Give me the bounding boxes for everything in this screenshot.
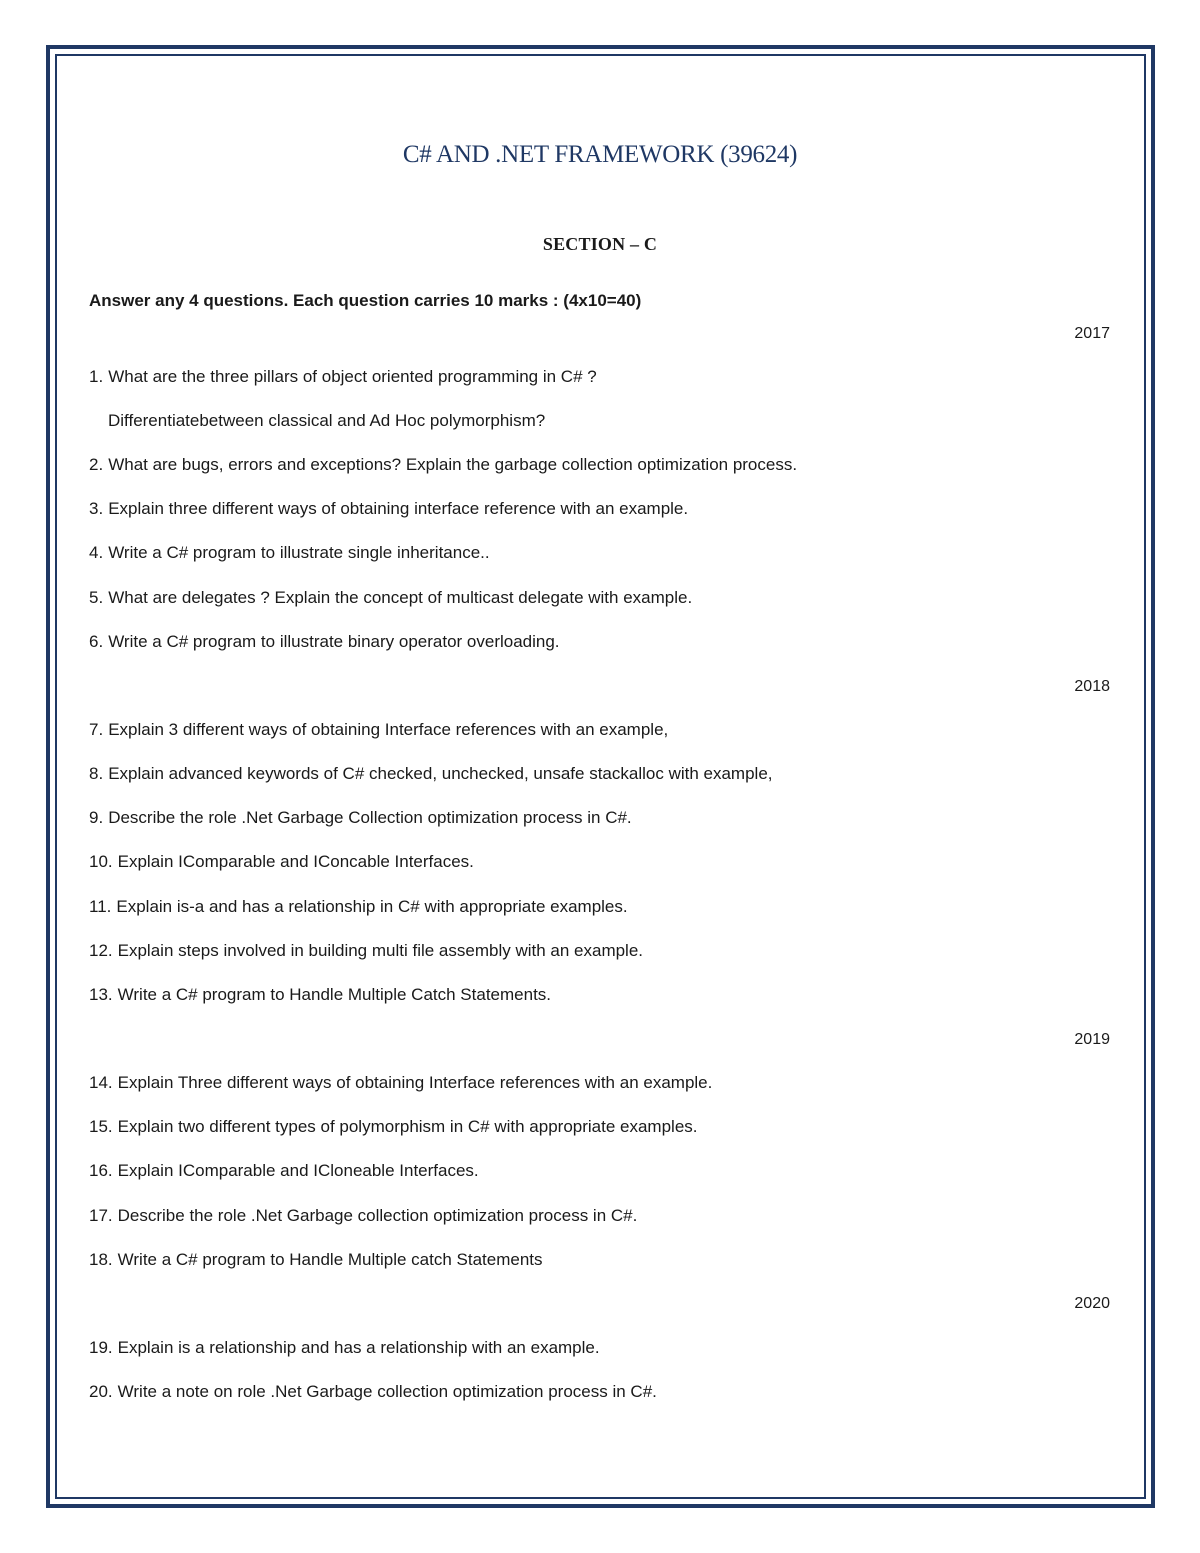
year-label-2017: 2017 <box>1074 325 1110 342</box>
question-item <box>89 720 668 740</box>
question-number: 9. <box>89 808 104 827</box>
question-text: Write a C# program to illustrate binary operator overloading. <box>108 632 560 651</box>
question-text: Explain two different types of polymorphism in C# with appropriate examples. <box>117 1117 698 1136</box>
question-number: 5. <box>89 588 104 607</box>
question-item <box>89 897 628 917</box>
question-number: 17. <box>89 1206 113 1225</box>
question-text: What are bugs, errors and exceptions? Explain the garbage collection optimization process. <box>108 455 798 474</box>
document-title: C# AND .NET FRAMEWORK (39624) <box>402 141 798 168</box>
question-text: Write a C# program to Handle Multiple catch Statements <box>117 1250 543 1269</box>
year-label-2018: 2018 <box>1074 678 1110 695</box>
question-number: 1. <box>89 367 104 386</box>
question-continuation: Differentiatebetween classical and Ad Hoc polymorphism? <box>108 411 546 430</box>
question-number: 2. <box>89 455 104 474</box>
question-text: Explain three different ways of obtaining interface reference with an example. <box>108 499 689 518</box>
question-item <box>89 1161 479 1181</box>
question-item <box>89 1073 712 1093</box>
question-number: 8. <box>89 764 104 783</box>
question-text: What are the three pillars of object oriented programming in C# ? <box>108 367 597 386</box>
section-heading: SECTION – C <box>542 234 658 254</box>
question-number: 15. <box>89 1117 113 1136</box>
question-text: Explain IComparable and IConcable Interfaces. <box>117 852 474 871</box>
question-item <box>89 367 597 387</box>
question-number: 13. <box>89 985 113 1004</box>
question-text: Explain is a relationship and has a relationship with an example. <box>117 1338 600 1357</box>
year-label-2020: 2020 <box>1074 1295 1110 1312</box>
question-text: Write a C# program to illustrate single inheritance.. <box>108 543 490 562</box>
question-text: Explain steps involved in building multi file assembly with an example. <box>117 941 644 960</box>
question-item <box>89 1382 657 1402</box>
question-item <box>89 1250 543 1270</box>
question-number: 3. <box>89 499 104 518</box>
question-number: 19. <box>89 1338 113 1357</box>
question-item <box>89 455 797 475</box>
question-number: 18. <box>89 1250 113 1269</box>
year-label-2019: 2019 <box>1074 1031 1110 1048</box>
question-text: Explain advanced keywords of C# checked, unchecked, unsafe stackalloc with example, <box>108 764 773 783</box>
question-item <box>89 764 773 784</box>
question-item <box>89 852 474 872</box>
question-number: 12. <box>89 941 113 960</box>
instructions: Answer any 4 questions. Each question carries 10 marks : (4x10=40) <box>89 291 642 310</box>
question-text: Write a note on role .Net Garbage collection optimization process in C#. <box>117 1382 657 1401</box>
question-number: 4. <box>89 543 104 562</box>
question-item <box>89 499 688 519</box>
question-number: 11. <box>89 897 112 916</box>
question-number: 6. <box>89 632 104 651</box>
question-item <box>89 632 560 652</box>
question-text: Explain Three different ways of obtaining Interface references with an example. <box>117 1073 713 1092</box>
question-number: 10. <box>89 852 113 871</box>
question-text: What are delegates ? Explain the concept of multicast delegate with example. <box>108 588 693 607</box>
question-text: Explain IComparable and ICloneable Interfaces. <box>117 1161 479 1180</box>
question-number: 20. <box>89 1382 113 1401</box>
question-item <box>89 1117 698 1137</box>
question-item <box>89 1206 637 1226</box>
question-number: 14. <box>89 1073 113 1092</box>
question-item <box>89 1338 600 1358</box>
question-text: Explain is-a and has a relationship in C# with appropriate examples. <box>116 897 628 916</box>
question-text: Describe the role .Net Garbage collection optimization process in C#. <box>117 1206 638 1225</box>
question-text: Explain 3 different ways of obtaining Interface references with an example, <box>108 720 669 739</box>
question-item <box>89 808 632 828</box>
question-text: Describe the role .Net Garbage Collection optimization process in C#. <box>108 808 632 827</box>
question-item <box>89 588 692 608</box>
question-number: 16. <box>89 1161 113 1180</box>
question-item <box>89 985 551 1005</box>
question-item <box>89 543 490 563</box>
question-text: Write a C# program to Handle Multiple Catch Statements. <box>117 985 552 1004</box>
question-number: 7. <box>89 720 104 739</box>
question-item <box>89 941 643 961</box>
